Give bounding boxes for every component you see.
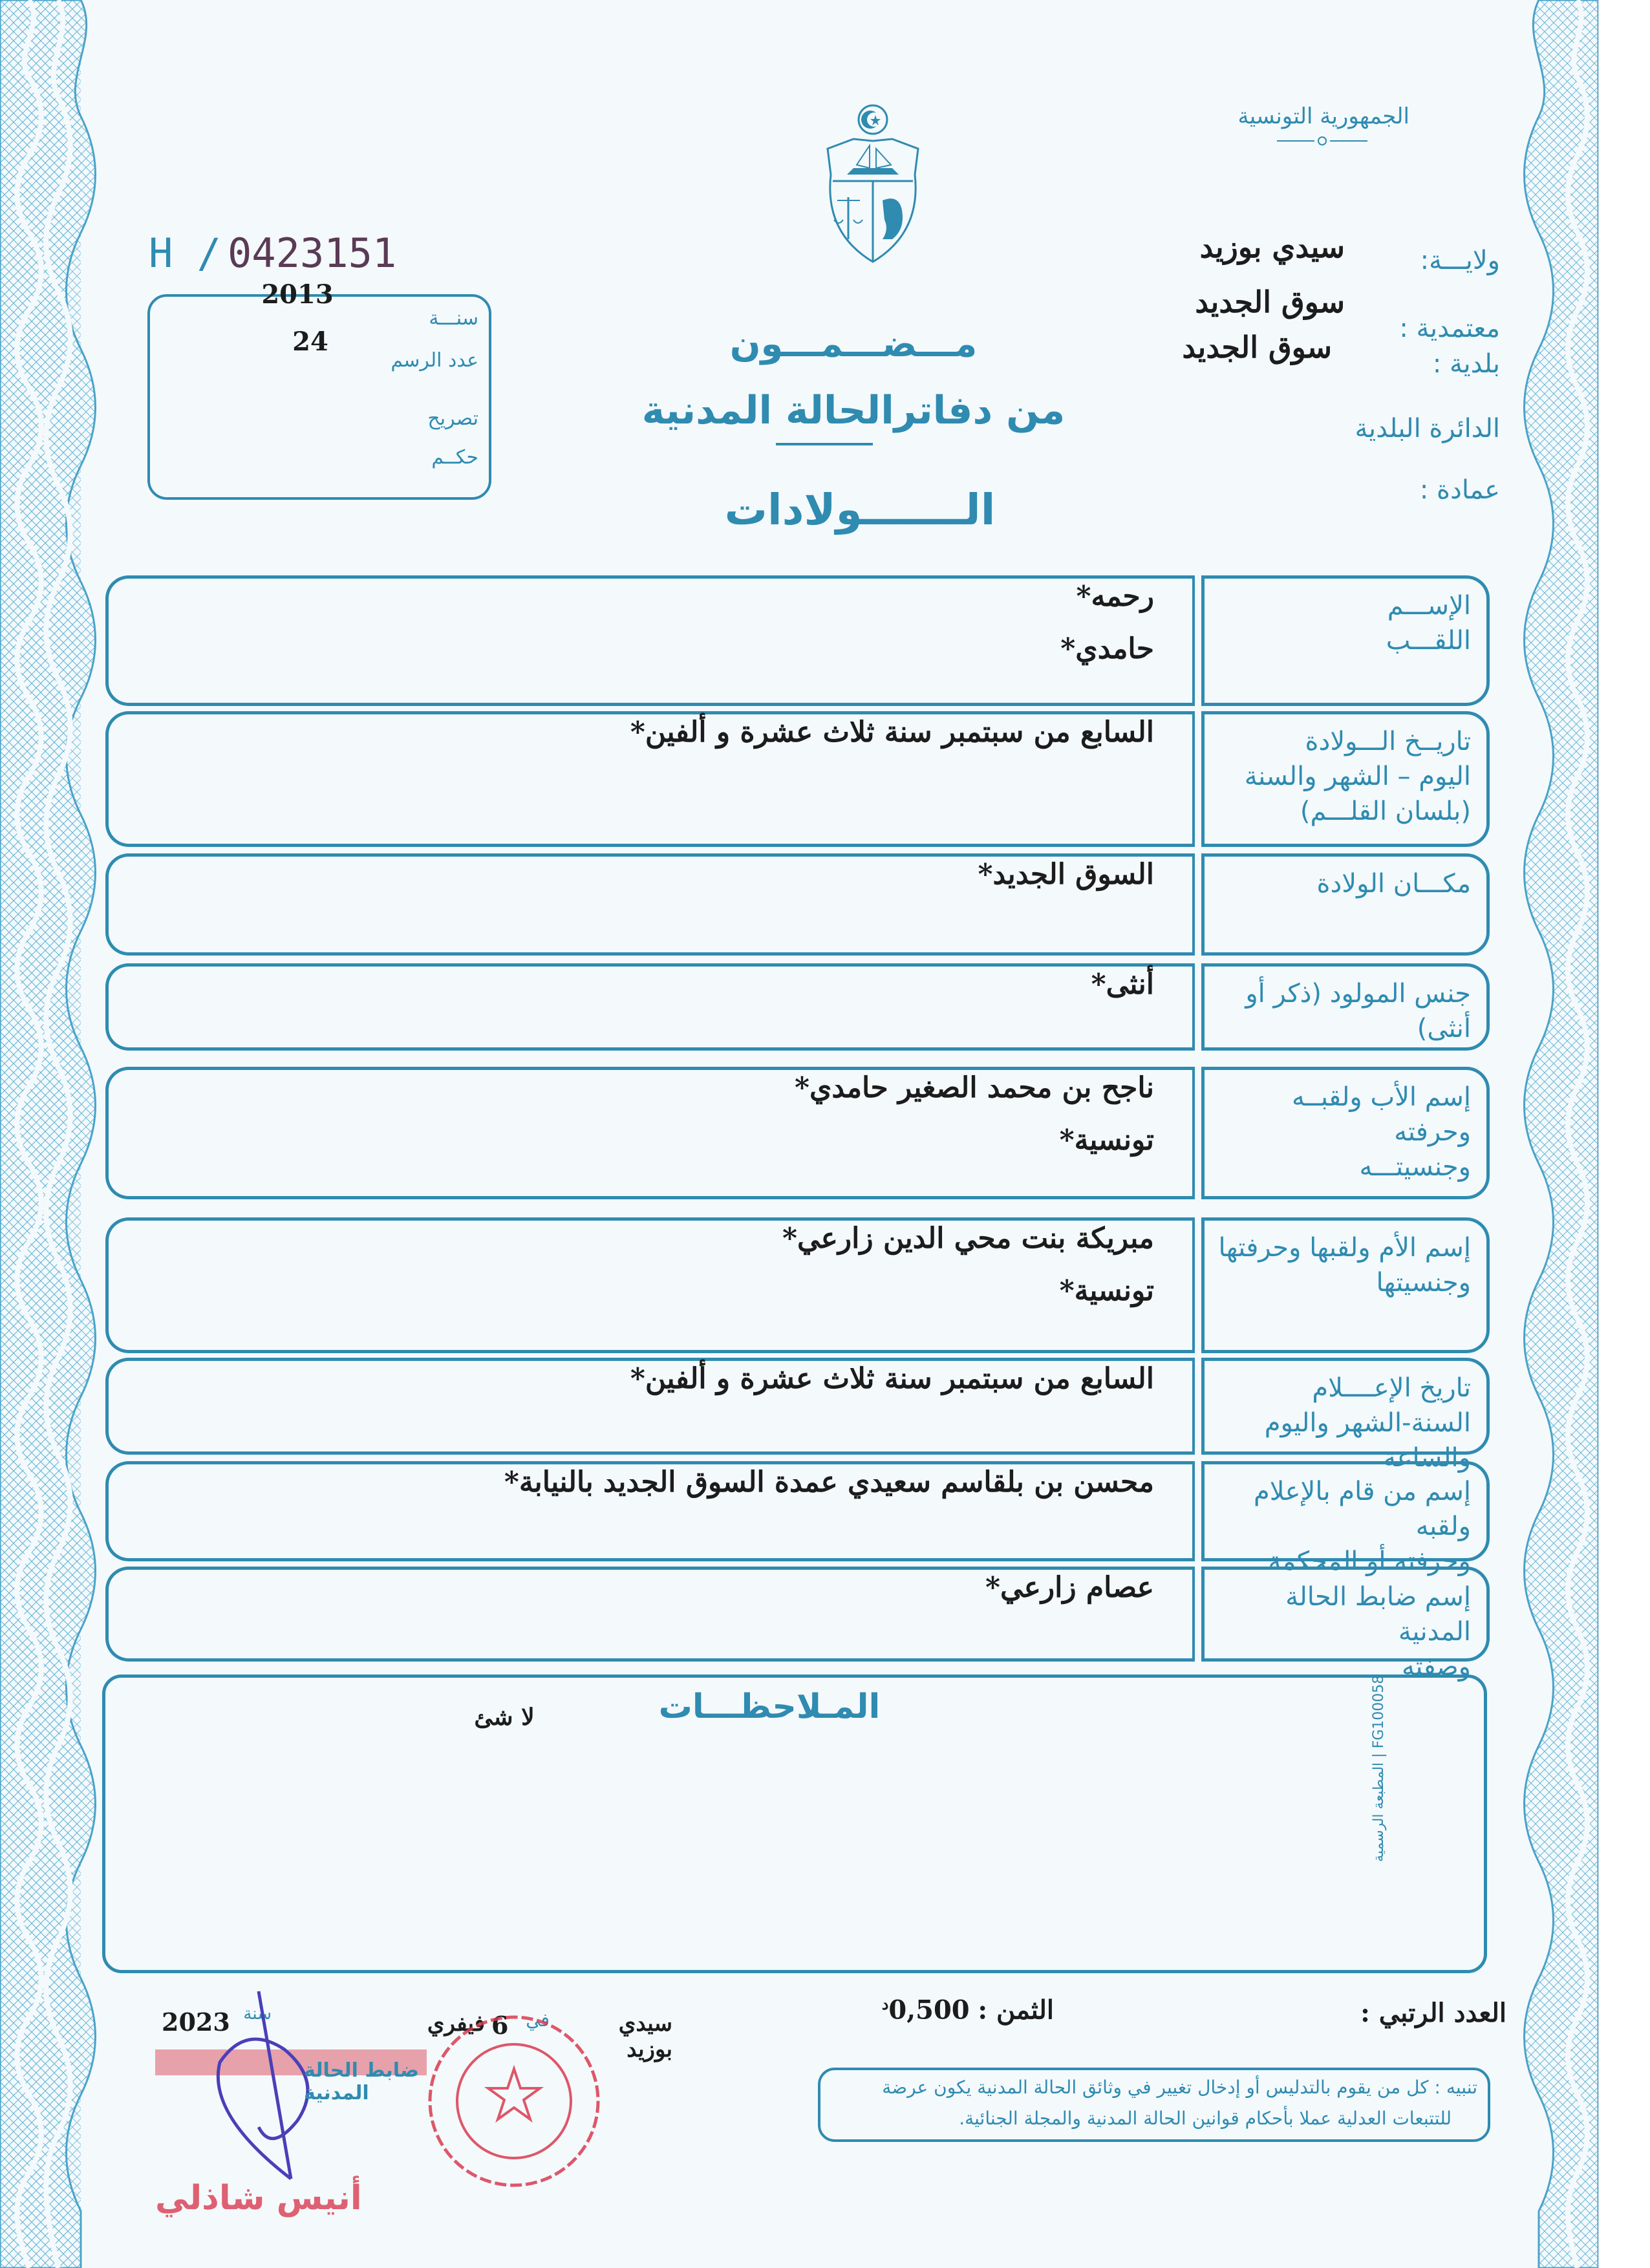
serial-number [149, 230, 472, 275]
row-label [1212, 866, 1471, 901]
remarks-value: لا شئ [474, 1704, 535, 1731]
row-label-line: إسم ضابط الحالة المدنية [1285, 1582, 1471, 1647]
row-value-line: السابع من سبتمبر سنة ثلاث عشرة و ألفين* [630, 716, 1154, 749]
row-label [1212, 724, 1471, 829]
row-label-line: وجنسيتـــه [1359, 1152, 1471, 1182]
stamp-name: أنيس شاذلي [155, 2179, 362, 2218]
scan-edge [1598, 0, 1650, 2268]
warning-line-1: تنبيه : كل من يقوم بالتدليس أو إدخال تغيير في وثائق الحالة المدنية يكون عرضة [882, 2077, 1477, 2098]
row-label [1212, 588, 1471, 658]
row-label [1212, 1080, 1471, 1184]
republic-title: الجمهورية التونسية [1238, 103, 1409, 129]
row-value [388, 1220, 1154, 1325]
title-underline [776, 443, 873, 445]
row-value-line: أنثى* [1091, 968, 1154, 1001]
row-label-line: اللقـــب [1386, 626, 1471, 656]
price [841, 1995, 1054, 2025]
record-number-value: 24 [292, 326, 328, 357]
row-value-line: مبريكة بنت محي الدين زارعي* [782, 1222, 1154, 1255]
row-value-line: ناجح بن محمد الصغير حامدي* [794, 1071, 1154, 1104]
governorate-value: سيدي بوزيد [1199, 230, 1345, 264]
row-label-line: السنة-الشهر واليوم والساعة [1264, 1408, 1471, 1473]
price-label: الثمن : [978, 1995, 1054, 2026]
guilloche-border-right [1513, 0, 1598, 2268]
row-label-line: وجنسيتها [1376, 1268, 1471, 1298]
row-value-line: محسن بن بلقاسم سعيدي عمدة السوق الجديد بالنيابة* [504, 1466, 1154, 1499]
row-value [388, 1464, 1154, 1516]
record-year-value: 2013 [261, 279, 334, 310]
municipality-value: سوق الجديد [1182, 330, 1332, 365]
row-value-line: السابع من سبتمبر سنة ثلاث عشرة و ألفين* [630, 1362, 1154, 1395]
serial-prefix: H / [149, 230, 221, 277]
row-value-line: تونسية* [1059, 1124, 1154, 1157]
record-number-label: عدد الرسم [391, 349, 478, 372]
row-value-line: عصام زارعي* [985, 1571, 1154, 1604]
row-label [1212, 1579, 1471, 1684]
title-line-1: مـــضـــمـــون [729, 323, 978, 365]
row-label [1212, 1474, 1471, 1579]
year-label: سنة [243, 2004, 272, 2024]
ornament-divider [1277, 134, 1367, 147]
title-line-3: الـــــــولادات [724, 485, 996, 535]
row-label-line: (بلسان القلـــم) [1300, 797, 1471, 826]
judgment-label: حكــم [431, 446, 478, 469]
row-label-line: إسم الأم ولقبها وحرفتها [1218, 1233, 1471, 1263]
delegation-value: سوق الجديد [1195, 284, 1345, 319]
row-label-line: وصفته [1401, 1652, 1471, 1682]
serial-number-label: العدد الرتبي : [1360, 1998, 1506, 2028]
row-value [388, 966, 1154, 1018]
row-value [388, 1069, 1154, 1174]
guilloche-border-left [0, 0, 113, 2268]
row-value-line: تونسية* [1059, 1274, 1154, 1308]
printer-mark: المطبعة الرسمية | FG100058 [1371, 1674, 1387, 1862]
row-value-line: السوق الجديد* [978, 858, 1154, 891]
row-label-line: اليوم – الشهر والسنة [1244, 762, 1471, 791]
row-label-line: مكـــان الولادة [1316, 869, 1471, 899]
row-label [1212, 1230, 1471, 1300]
delegation-label: معتمدية : [1399, 314, 1500, 343]
row-label-line: الإســـم [1387, 591, 1471, 621]
row-value [388, 856, 1154, 908]
row-value [388, 578, 1154, 683]
row-label-line: تاريــخ الـــولادة [1305, 727, 1471, 756]
row-label-line: تاريخ الإعــــلام [1312, 1373, 1471, 1403]
row-value [388, 1360, 1154, 1413]
sector-label: عمادة : [1419, 475, 1500, 505]
year-value: 2023 [162, 2007, 230, 2037]
row-label-line: جنس المولود (ذكر أو أنثى) [1245, 979, 1471, 1043]
declaration-label: تصريح [427, 407, 478, 430]
on-label: في [526, 2009, 550, 2031]
municipality-label: بلدية : [1432, 349, 1500, 379]
remarks-label: المـلاحظـــات [658, 1687, 881, 1726]
governorate-label: ولايـــة: [1420, 246, 1500, 275]
title-line-2: من دفاترالحالة المدنية [641, 388, 1066, 433]
row-label-line: إسم الأب ولقبــه وحرفته [1292, 1082, 1471, 1147]
row-value [388, 714, 1154, 766]
place: سيدي بوزيد [618, 2011, 672, 2062]
record-year-label: سنـــة [429, 307, 478, 330]
row-value-line: حامدي* [1060, 632, 1154, 666]
warning-line-2: للتتبعات العدلية عملا بأحكام قوانين الحالة المدنية والمجلة الجنائية. [959, 2108, 1452, 2129]
row-label-line: وحرفته أو المحكمة [1268, 1546, 1471, 1576]
price-unit: د [881, 1995, 889, 2013]
row-label [1212, 1371, 1471, 1475]
row-value-line: رحمه* [1076, 580, 1154, 613]
municipal-district-label: الدائرة البلدية [1355, 414, 1500, 444]
row-label [1212, 976, 1471, 1046]
stamp-title: ضابط الحالة المدنية [304, 2059, 419, 2104]
day: 6 [491, 2011, 509, 2040]
row-label-line: إسم من قام بالإعلام ولقبه [1254, 1477, 1471, 1541]
row-value [388, 1569, 1154, 1621]
tunisia-coat-of-arms-icon [808, 103, 938, 278]
price-value: 0,500 [888, 1995, 970, 2026]
serial-digits: 0423151 [227, 230, 397, 277]
month: فيفري [427, 2011, 485, 2037]
